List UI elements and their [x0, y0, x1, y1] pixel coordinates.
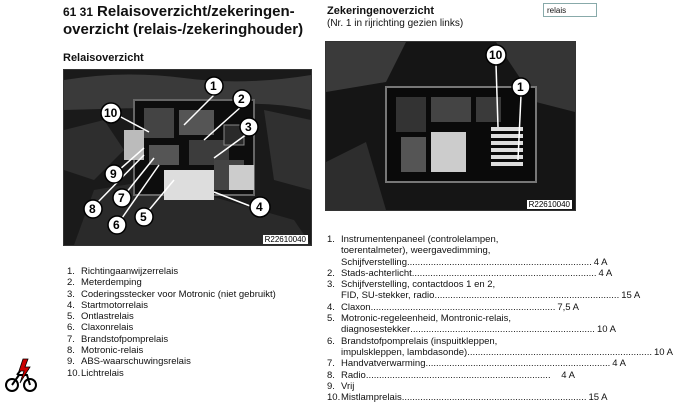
relay-photo — [63, 69, 312, 246]
svg-text:8: 8 — [89, 202, 96, 216]
fuse-list — [327, 234, 673, 403]
title-line-1: Relaisoverzicht/zekeringen- — [97, 3, 295, 20]
svg-text:1: 1 — [210, 79, 217, 93]
list-item: 5. Motronic-regeleenheid, Montronic-relais, diagnosestekker ...................................................................... 10 A — [327, 313, 616, 336]
fuse-image-code: R22610040 — [528, 200, 570, 209]
svg-text:5: 5 — [140, 210, 147, 224]
svg-text:4: 4 — [256, 200, 263, 214]
fuse-subheading: (Nr. 1 in rijrichting gezien links) — [327, 18, 464, 29]
section-number: 61 31 — [63, 5, 94, 19]
list-item: 8. Radio ...................................................................... 4 A — [327, 369, 575, 381]
motorcycle-logo-icon — [3, 357, 39, 397]
list-item: 3. Schijfverstelling, contactdoos 1 en 2, FID, SU-stekker, radio ...................................................................... 15 A — [327, 279, 641, 302]
relay-heading: Relaisoverzicht — [63, 52, 144, 64]
fuse-heading: Zekeringenoverzicht — [327, 5, 434, 17]
page-title — [63, 3, 303, 38]
relay-image-code: R22610040 — [264, 235, 306, 244]
list-item: 4. Claxon ...................................................................... 7,5 A — [327, 301, 580, 313]
list-item: 5. Ontlastrelais — [67, 311, 134, 323]
svg-text:6: 6 — [113, 218, 120, 232]
search-input[interactable]: relais — [543, 3, 597, 17]
list-item: 1. Instrumentenpaneel (controlelampen, toerentalmeter), weergavedimming, Schijfverstelling ...................................................................... 4 A — [327, 234, 608, 268]
list-item: 7. Brandstofpomprelais — [67, 333, 169, 345]
svg-text:7: 7 — [118, 191, 125, 205]
list-item: 10.Lichtrelais — [67, 367, 124, 379]
svg-text:10: 10 — [104, 106, 118, 120]
svg-text:10: 10 — [489, 48, 503, 62]
svg-text:3: 3 — [245, 120, 252, 134]
list-item: 6. Claxonrelais — [67, 322, 134, 334]
list-item: 4. Startmotorrelais — [67, 299, 149, 311]
list-item: 1. Richtingaanwijzerrelais — [67, 266, 179, 277]
svg-text:9: 9 — [110, 167, 117, 181]
title-line-2: overzicht (relais-/zekeringhouder) — [63, 21, 304, 38]
list-item: 7. Handvatverwarming ...................................................................... 4 A — [327, 358, 626, 370]
list-item: 3. Coderingsstecker voor Motronic (niet gebruikt) — [67, 288, 276, 300]
fuse-photo — [325, 41, 576, 211]
list-item: 10. Mistlamprelais ...................................................................... 15 A — [327, 392, 608, 403]
list-item: 9. ABS-waarschuwingsrelais — [67, 356, 191, 368]
fuse-photo-drawing — [326, 42, 575, 210]
svg-text:2: 2 — [238, 92, 245, 106]
list-item: 2. Meterdemping — [67, 277, 142, 289]
list-item: 6. Brandstofpomprelais (inspuitkleppen, impulskleppen, lambdasonde) ...................................................................... 10 A — [327, 335, 673, 358]
list-item: 9. Vrij — [327, 380, 355, 392]
list-item: 2. Stads-achterlicht ...................................................................... 4 A — [327, 267, 613, 279]
relay-list — [67, 266, 276, 379]
svg-text:1: 1 — [517, 80, 524, 94]
list-item: 8. Motronic-relais — [67, 345, 144, 357]
relay-photo-drawing — [64, 70, 311, 245]
